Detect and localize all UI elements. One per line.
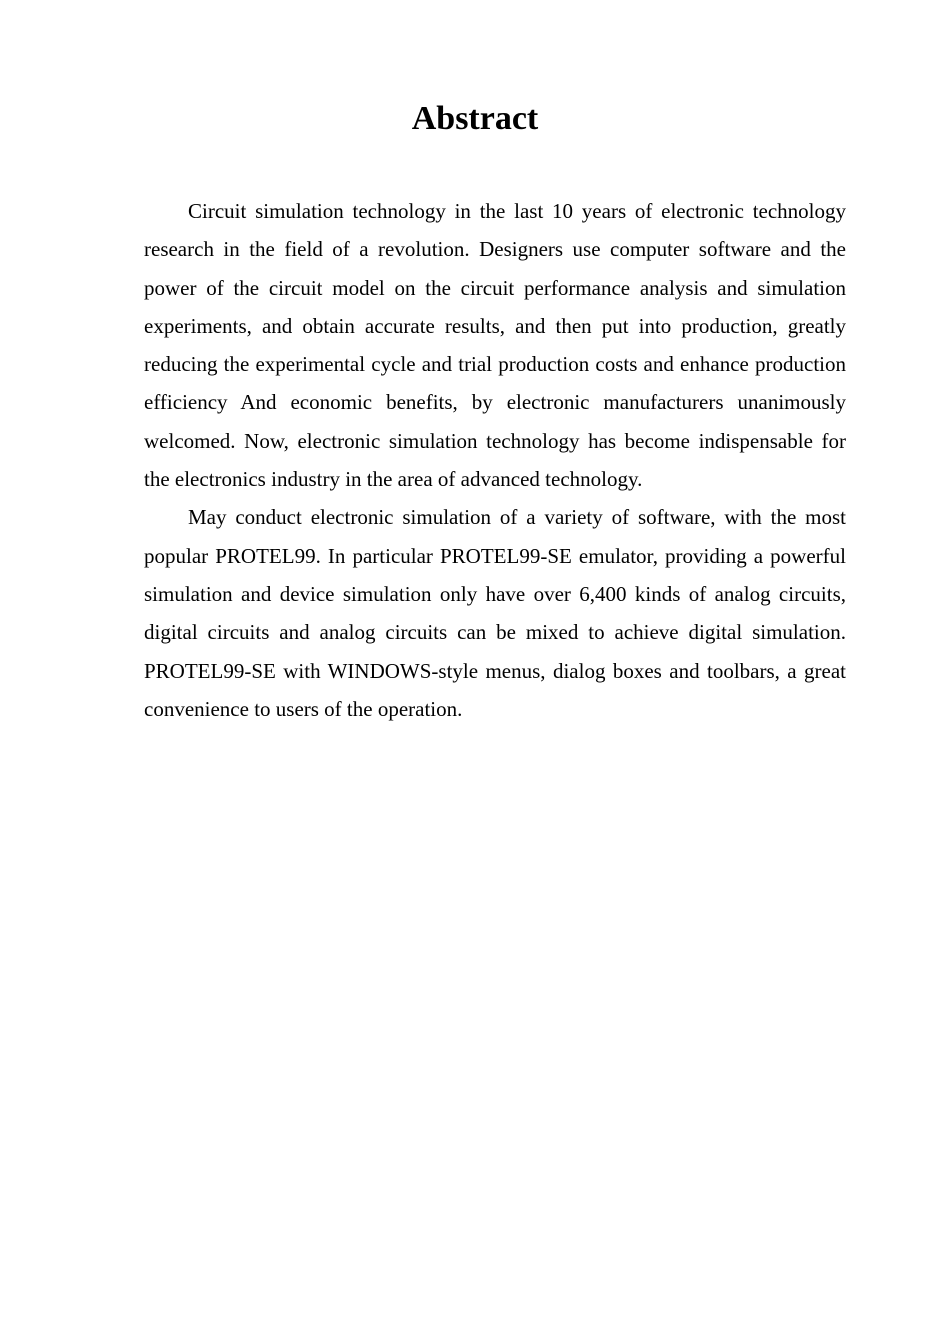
abstract-paragraph-1: Circuit simulation technology in the last 10 years of electronic technology research in the field of a revolution. Designers use computer software and the power of the circuit model on the circuit performance analysis and simulation experiments, and obtain accurate results, and then put into production, greatly reducing the experimental cycle and trial production costs and enhance production efficiency And economic benefits, by electronic manufacturers unanimously welcomed. Now, electronic simulation technology has become indispensable for the electronics industry in the area of advanced technology. [144,199,846,492]
abstract-body [144,192,846,728]
abstract-paragraph-2: May conduct electronic simulation of a variety of software, with the most popular PROTEL99. In particular PROTEL99-SE emulator, providing a powerful simulation and device simulation only have over 6,400 kinds of analog circuits, digital circuits and analog circuits can be mixed to achieve digital simulation. PROTEL99-SE with WINDOWS-style menus, dialog boxes and toolbars, a great convenience to users of the operation. [144,505,846,721]
page-title: Abstract [411,100,539,137]
